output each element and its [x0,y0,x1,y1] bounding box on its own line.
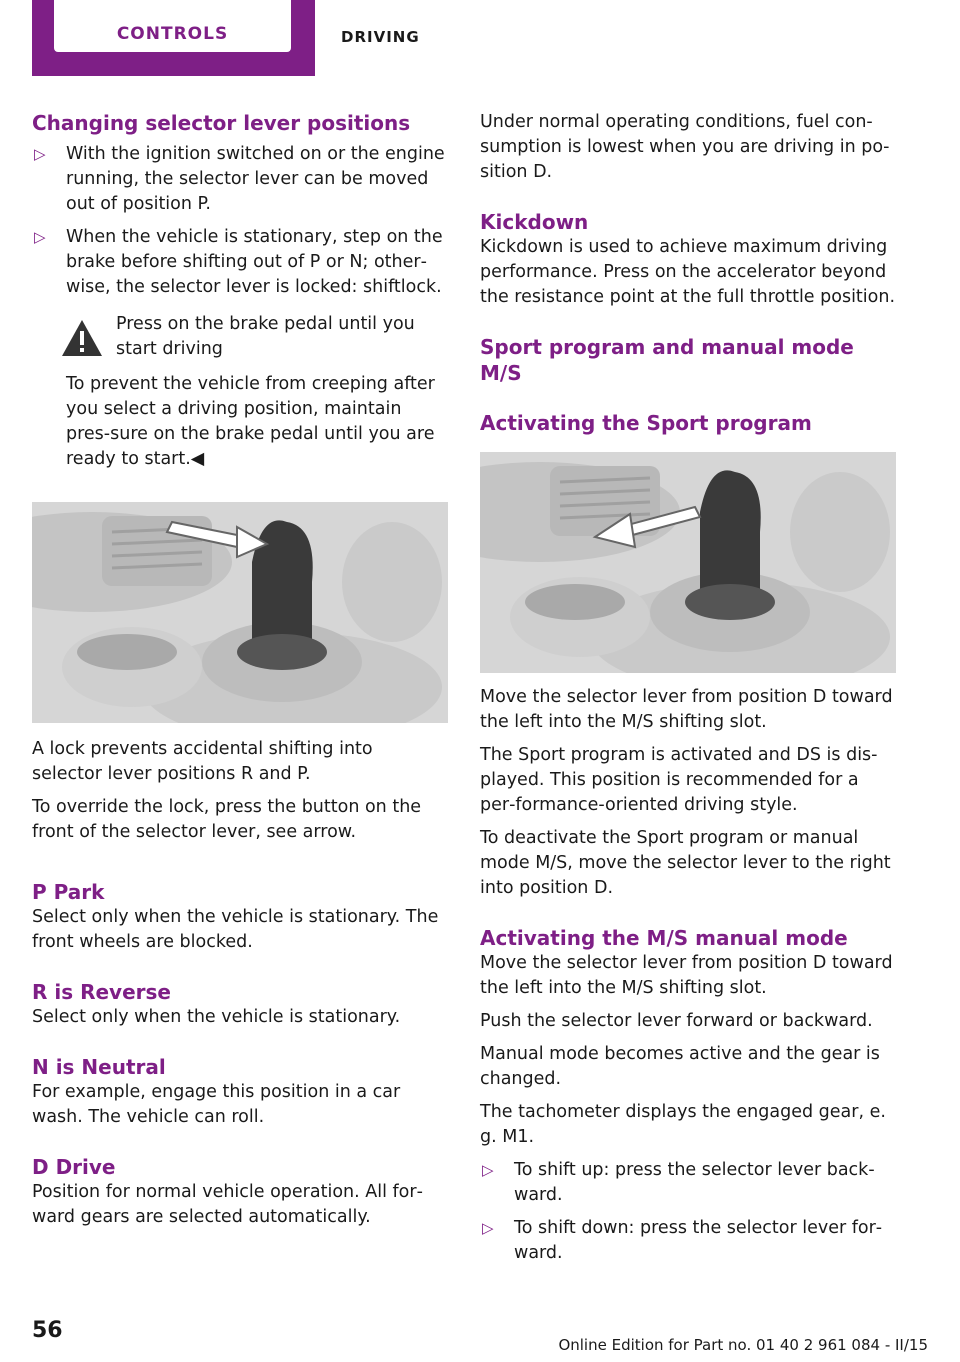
page-number: 56 [32,1318,63,1343]
sport-activate-heading: Activating the Sport program [480,411,812,435]
controls-tab-label[interactable]: CONTROLS [116,24,229,44]
activated-text: The Sport program is activated and DS is dis‐played. This position is recommended for a per‐formance-oriented driving style. [480,745,878,815]
selector-lever-photo [32,502,448,723]
bullet-text: With the ignition switched on or the engine running, the selector lever can be moved out of position P. [66,144,445,214]
warning-title: Press on the brake pedal until you start driving [116,314,415,359]
right-column [480,110,896,1266]
bullet-item [32,142,448,217]
drive-heading: D Drive [32,1155,116,1179]
kickdown-heading: Kickdown [480,210,589,234]
warning-icon [60,318,104,358]
bullet-text: To shift up: press the selector lever back‐ward. [514,1160,875,1205]
park-text: Select only when the vehicle is stationary. The front wheels are blocked. [32,907,439,952]
triangle-bullet-icon: ▷ [34,145,46,163]
bullet-text: To shift down: press the selector lever for‐ward. [514,1218,883,1263]
warning-box [32,312,448,364]
triangle-bullet-icon: ▷ [482,1161,494,1179]
driving-tab[interactable]: DRIVING [341,28,420,46]
sport-mode-photo [480,452,896,673]
reverse-heading: R is Reverse [32,980,171,1004]
drive-text: Position for normal vehicle operation. All for‐ward gears are selected automatically. [32,1182,423,1227]
warning-text: To prevent the vehicle from creeping after you select a driving position, maintain pres‐sure on the brake pedal until you are ready to start.◀ [66,374,435,469]
bullet-item [32,225,448,300]
neutral-heading: N is Neutral [32,1055,166,1079]
edition-footer: Online Edition for Part no. 01 40 2 961 084 - II/15 [558,1336,928,1354]
triangle-bullet-icon: ▷ [482,1219,494,1237]
bullet-item [480,1158,896,1208]
triangle-bullet-icon: ▷ [34,228,46,246]
left-column [32,110,448,1230]
bullet-item [480,1216,896,1266]
sport-heading: Sport program and manual mode M/S [480,335,854,385]
fuel-text: Under normal operating conditions, fuel con‐sumption is lowest when you are driving in po‐sition D. [480,112,890,182]
push-text: Push the selector lever forward or backward. [480,1011,873,1031]
manual-active-text: Manual mode becomes active and the gear is changed. [480,1044,880,1089]
override-text: To override the lock, press the button on the front of the selector lever, see arrow. [32,797,422,842]
kickdown-text: Kickdown is used to achieve maximum driving performance. Press on the accelerator beyond the resistance point at the full throttle position. [480,237,896,307]
tacho-text: The tachometer displays the engaged gear, e. g. M1. [480,1102,886,1147]
deactivate-text: To deactivate the Sport program or manual mode M/S, move the selector lever to the right into position D. [480,828,891,898]
manual-mode-heading: Activating the M/S manual mode [480,926,848,950]
park-heading: P Park [32,880,105,904]
manual-move-text: Move the selector lever from position D toward the left into the M/S shifting slot. [480,953,893,998]
reverse-text: Select only when the vehicle is stationary. [32,1007,401,1027]
section-heading-changing: Changing selector lever positions [32,111,411,135]
neutral-text: For example, engage this position in a car wash. The vehicle can roll. [32,1082,401,1127]
bullet-text: When the vehicle is stationary, step on the brake before shifting out of P or N; other‐wise, the selector lever is locked: shiftlock. [66,227,443,297]
lock-text: A lock prevents accidental shifting into selector lever positions R and P. [32,739,373,784]
move-text: Move the selector lever from position D toward the left into the M/S shifting slot. [480,687,893,732]
